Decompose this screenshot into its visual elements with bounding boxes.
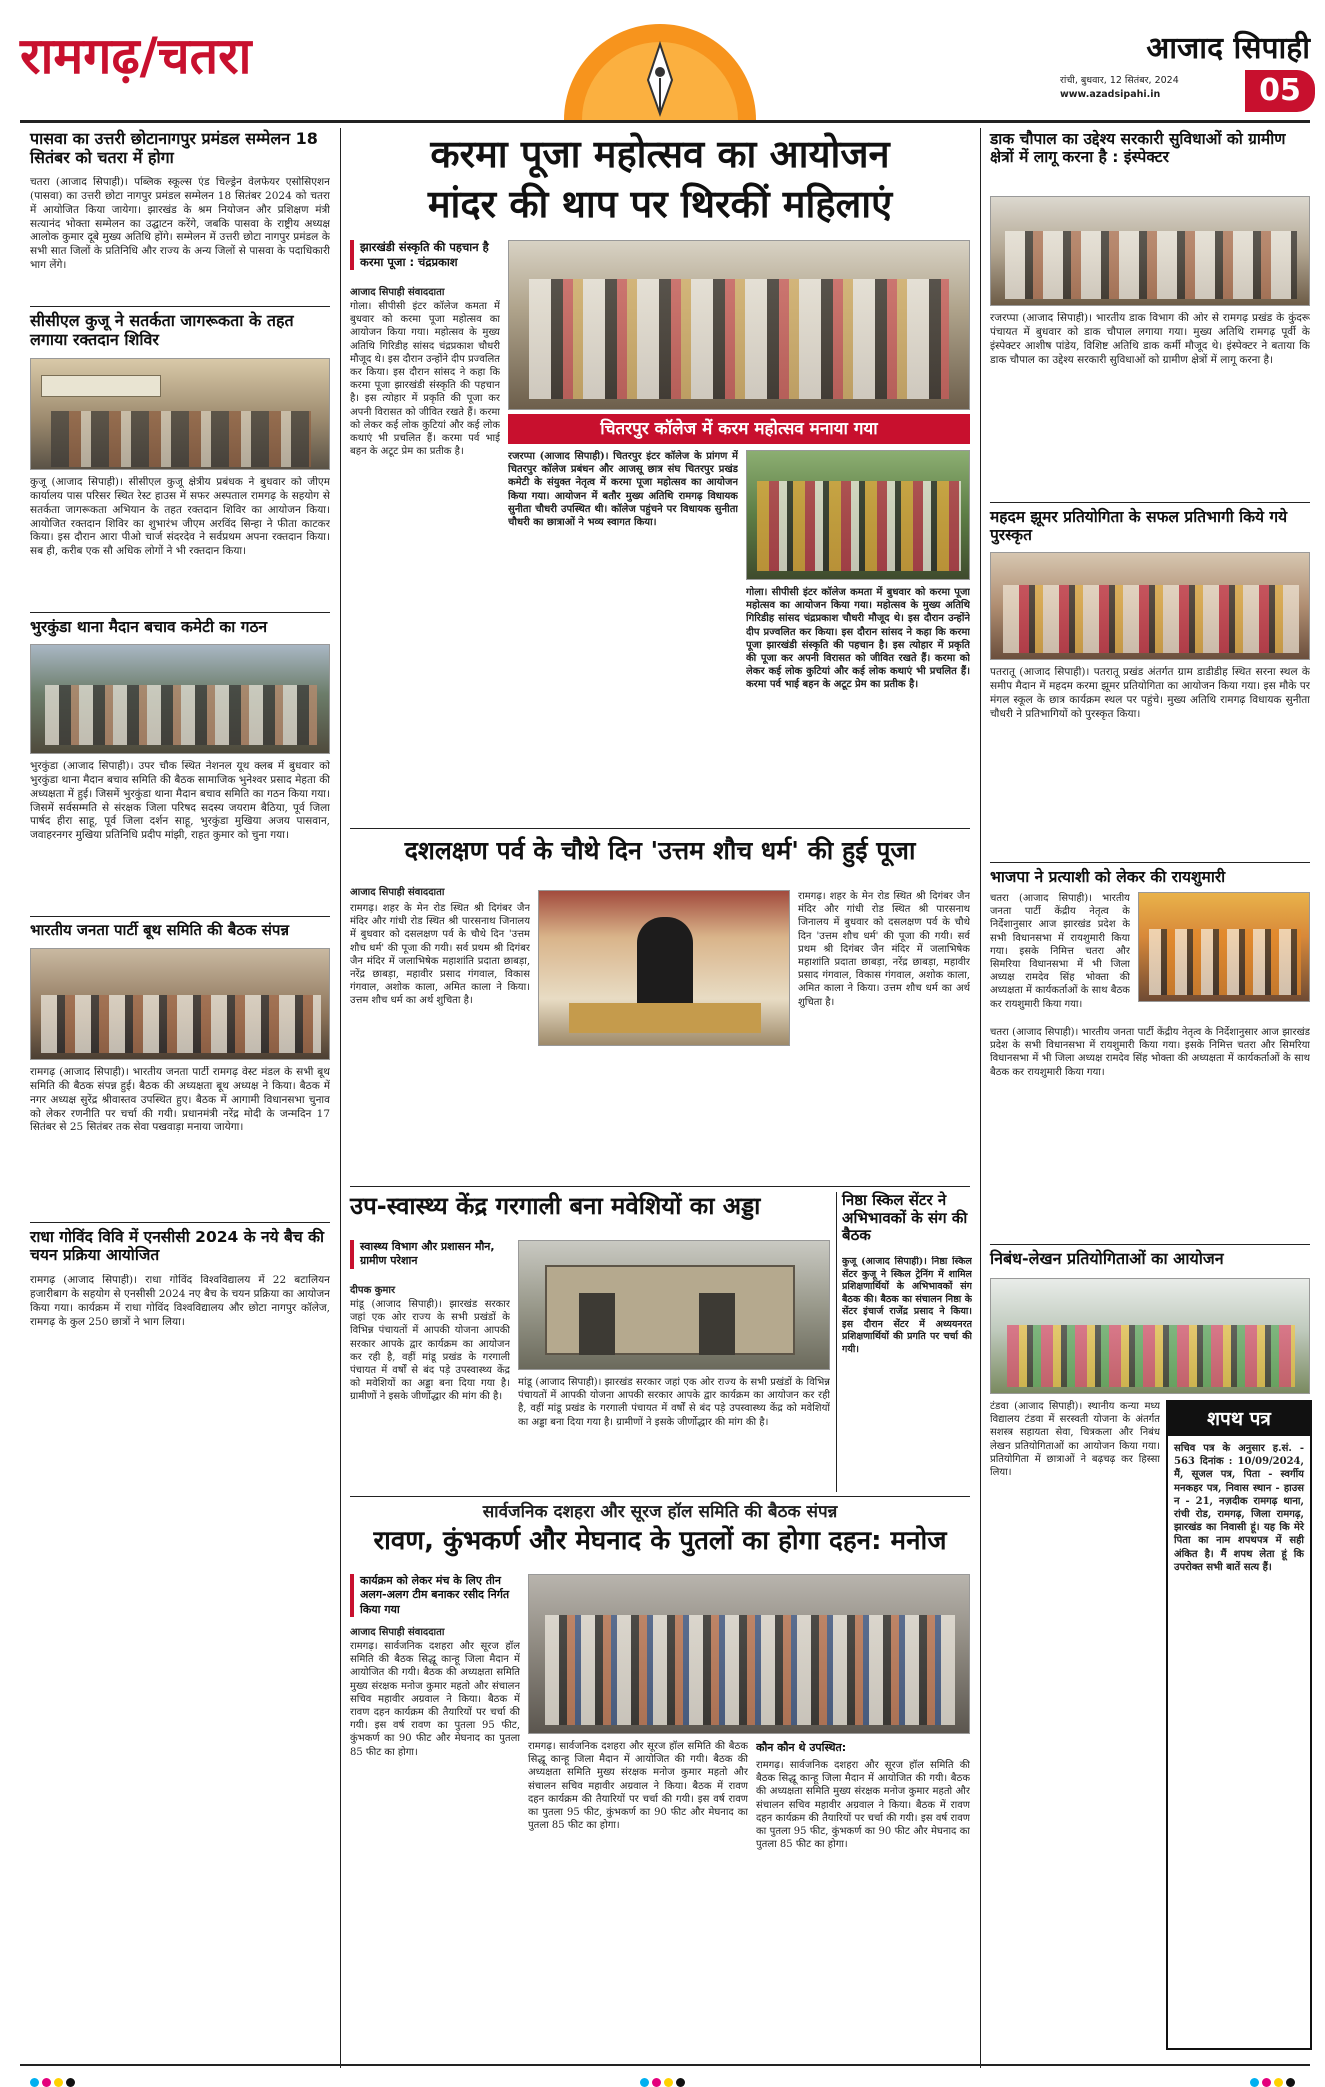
upswasthya-body-2-text: मांडू (आजाद सिपाही)। झारखंड सरकार जहां एक ओर राज्य के सभी प्रखंडों के विभिन्न पंचायतों में आपकी योजना आपकी सरकार आपके द्वार कार्यक्रम का आयोजन कर रही है, वहीं मांडू प्रखंड के गरगाली पंचायत में वर्षों से बंद पड़े उपस्वास्थ्य केंद्र को मवेशियों का अड्डा बना दिया गया है। ग्रामीणों ने इसके जीर्णोद्धार की मांग की है। bbox=[518, 1377, 830, 1428]
page-number-text: 05 bbox=[1259, 73, 1301, 108]
ccl-photo bbox=[30, 358, 330, 470]
color-dot-yellow bbox=[664, 2078, 673, 2087]
dak-body: रजरप्पा (आजाद सिपाही)। भारतीय डाक विभाग की ओर से रामगढ़ प्रखंड के कुंदरू पंचायत में बुधवार को डाक चौपाल लगाया गया। मुख्य अतिथि रामगढ़ पूर्वी के इंस्पेक्टर आशीष पांडेय, विशिष्ट अतिथि डाक कर्मी मौजूद थे। इंस्पेक्टर ने बताया कि डाक चौपाल का उद्देश्य सरकारी सुविधाओं को ग्रामीण क्षेत्रों में लागू करना है। bbox=[990, 312, 1310, 366]
chitarpur-body-cont bbox=[746, 586, 970, 740]
divider bbox=[350, 1496, 970, 1497]
radha-headline: राधा गोविंद विवि में एनसीसी 2024 के नये बैच की चयन प्रक्रिया आयोजित bbox=[30, 1228, 325, 1265]
nibandh-body: टंडवा (आजाद सिपाही)। स्थानीय कन्या मध्य विद्यालय टंडवा में सरस्वती योजना के अंतर्गत सशस्त्र सहायता सेवा, चित्रकला और निबंध लेखन प्रतियोगिताओं का आयोजन किया गया। प्रतियोगिता में छात्राओं ने बढ़चढ़ कर हिस्सा लिया। bbox=[990, 1401, 1160, 1478]
col-rule-right bbox=[980, 128, 981, 2068]
pasva-body: चतरा (आजाद सिपाही)। पब्लिक स्कूल्स एंड चिल्ड्रेन वेलफेयर एसोसिएशन (पासवा) का उत्तरी छोटा नागपुर प्रमंडल सम्मेलन 18 सितंबर 2024 को चतरा में आयोजित किया जायेगा। झारखंड के श्रम नियोजन और प्रशिक्षण मंत्री सत्यानंद भोक्ता सम्मेलन का उद्घाटन करेंगे, जबकि पासवा के राष्ट्रीय अध्यक्ष आलोक कुमार दूबे मुख्य अतिथि होंगे। सम्मेलन में उत्तरी छोटा नागपुर प्रमंडल के सभी सात जिलों के प्रतिनिधि और राज्य के अन्य जिलों से पासवा के पदाधिकारी भाग लेंगे। bbox=[30, 176, 330, 272]
color-dot-yellow bbox=[1274, 2078, 1283, 2087]
masthead-title: आजाद सिपाही bbox=[1146, 31, 1310, 66]
upswasthya-body: मांडू (आजाद सिपाही)। झारखंड सरकार जहां एक ओर राज्य के सभी प्रखंडों के विभिन्न पंचायतों में आपकी योजना आपकी सरकार आपके द्वार कार्यक्रम का आयोजन कर रही है, वहीं मांडू प्रखंड के गरगाली पंचायत में वर्षों से बंद पड़े उपस्वास्थ्य केंद्र को मवेशियों का अड्डा बना दिया गया है। ग्रामीणों ने इसके जीर्णोद्धार की मांग की है। bbox=[350, 1299, 510, 1403]
divider bbox=[836, 1192, 837, 1492]
color-dot-yellow bbox=[54, 2078, 63, 2087]
nibandh-photo bbox=[990, 1278, 1310, 1394]
bjp-booth-body: रामगढ़ (आजाद सिपाही)। भारतीय जनता पार्टी रामगढ़ वेस्ट मंडल के सभी बूथ समिति की बैठक संपन्न हुई। बैठक की अध्यक्षता बूथ अध्यक्ष ने किया। बैठक में नगर अध्यक्ष सुरेंद्र श्रीवास्तव उपस्थित हुए। बैठक में आगामी विधानसभा चुनाव को लेकर रणनीति पर चर्चा की गयी। प्रधानमंत्री नरेंद्र मोदी के जन्मदिन 17 सितंबर से 25 सितंबर तक सेवा पखवाड़ा मनाया जायेगा। bbox=[30, 1066, 330, 1134]
bhajpa-photo bbox=[1138, 892, 1310, 1002]
footer-rule bbox=[20, 2064, 1310, 2066]
notice-box bbox=[1166, 1400, 1312, 2050]
karma-subhead bbox=[350, 240, 500, 270]
color-dot-black bbox=[66, 2078, 75, 2087]
bhajpa-headline: भाजपा ने प्रत्याशी को लेकर की रायशुमारी bbox=[990, 868, 1226, 886]
divider bbox=[30, 916, 330, 917]
upswasthya-subhead-text: स्वास्थ्य विभाग और प्रशासन मौन, ग्रामीण परेशान bbox=[360, 1240, 495, 1268]
bhurkunda-headline: भुरकुंडा थाना मैदान बचाव कमेटी का गठन bbox=[30, 618, 268, 636]
chitarpur-banner-text: चितरपुर कॉलेज में करम महोत्सव मनाया गया bbox=[600, 419, 878, 439]
nishtha-body: कुजू (आजाद सिपाही)। निष्ठा स्किल सेंटर कुजू ने स्किल ट्रेनिंग में शामिल प्रशिक्षणार्थियों के अभिभावकों संग बैठक की। बैठक का संचालन निष्ठा के सेंटर इंचार्ज राजेंद्र प्रसाद ने किया। इस दौरान सेंटर में अध्ययनरत प्रशिक्षणार्थियों की प्रगति पर चर्चा की गयी। bbox=[842, 1256, 972, 1355]
website-text: www.azadsipahi.in bbox=[1060, 89, 1161, 100]
ravan-body-2 bbox=[528, 1740, 748, 2060]
ravan-sidebar-text: रामगढ़। सार्वजनिक दशहरा और सूरज हॉल समिति की बैठक सिद्धू कान्हू जिला मैदान में आयोजित की गयी। बैठक की अध्यक्षता समिति मुख्य संरक्षक मनोज कुमार महतो और संचालन सचिव महावीर अग्रवाल ने किया। बैठक में रावण दहन कार्यक्रम की तैयारियों पर चर्चा की गयी। इस वर्ष रावण का पुतला 95 फीट, कुंभकर्ण का 90 फीट और मेघनाद का पुतला 85 फीट का होगा। bbox=[756, 1760, 970, 1851]
karma-body: गोला। सीपीसी इंटर कॉलेज कमता में बुधवार को करमा पूजा महोत्सव का आयोजन किया गया। महोत्सव के मुख्य अतिथि गिरिडीह सांसद चंद्रप्रकाश चौधरी मौजूद थे। इस दौरान उन्होंने दीप प्रज्वलित कर किया। इस दौरान सांसद ने कहा कि करमा पूजा झारखंडी संस्कृति की पहचान है। इस त्योहार में प्रकृति की पूजा कर अपनी विरासत को जीवित रखते हैं। करमा को लेकर कई लोक कुटियां और कई लोक कथाएं भी प्रचलित हैं। करमा पर्व भाई बहन के अटूट प्रेम का प्रतीक है। bbox=[350, 301, 500, 458]
dashlakshan-body-2-text: रामगढ़। शहर के मेन रोड स्थित श्री दिगंबर जैन मंदिर और गांधी रोड स्थित श्री पारसनाथ जिनालय में बुधवार को दसलक्षण पर्व के चौथे दिन 'उत्तम शौच धर्म' की पूजा की गयी। सर्व प्रथम श्री दिगंबर जैन मंदिर में जलाभिषेक महाशांति प्रदाता छाबड़ा, नरेंद्र छाबड़ा, महावीर प्रसाद गंगवाल, विकास गंगवाल, अशोक काला, अमित काला ने किया। उत्तम शौच धर्म का अर्थ शुचिता है। bbox=[798, 891, 970, 1008]
divider bbox=[990, 862, 1310, 863]
ravan-sidebar bbox=[756, 1740, 970, 2060]
section-title-text: रामगढ़/चतरा bbox=[20, 27, 252, 85]
page-number bbox=[1245, 70, 1315, 112]
karma-headline-1: करमा पूजा महोत्सव का आयोजन bbox=[430, 132, 890, 176]
ravan-subhead-text: कार्यक्रम को लेकर मंच के लिए तीन अलग-अलग टीम बनाकर रसीद निर्गत किया गया bbox=[360, 1574, 510, 1616]
dak-headline: डाक चौपाल का उद्देश्य सरकारी सुविधाओं को ग्रामीण क्षेत्रों में लागू करना है : इंस्पेक्टर bbox=[990, 130, 1286, 167]
ccl-headline: सीसीएल कुजू ने सतर्कता जागरूकता के तहत लगाया रक्तदान शिविर bbox=[30, 311, 294, 349]
karma-photo bbox=[508, 240, 970, 410]
bhajpa-body: चतरा (आजाद सिपाही)। भारतीय जनता पार्टी केंद्रीय नेतृत्व के निर्देशानुसार आज झारखंड प्रदेश के सभी विधानसभा में रायशुमारी किया गया। इसके निमित्त चतरा और सिमरिया विधानसभा में भी जिला अध्यक्ष रामदेव सिंह भोक्ता की अध्यक्षता में कार्यकर्ताओं के साथ बैठक कर रायशुमारी किया गया। bbox=[990, 893, 1130, 1010]
chitarpur-banner bbox=[508, 414, 970, 444]
dateline-text: रांची, बुधवार, 12 सितंबर, 2024 bbox=[1060, 75, 1179, 86]
bhajpa-body-2-text: चतरा (आजाद सिपाही)। भारतीय जनता पार्टी केंद्रीय नेतृत्व के निर्देशानुसार आज झारखंड प्रदेश के सभी विधानसभा में रायशुमारी किया गया। इसके निमित्त चतरा और सिमरिया विधानसभा में भी जिला अध्यक्ष रामदेव सिंह भोक्ता की अध्यक्षता में कार्यकर्ताओं के साथ बैठक कर रायशुमारी किया गया। bbox=[990, 1027, 1310, 1078]
divider bbox=[990, 502, 1310, 503]
divider bbox=[990, 1244, 1310, 1245]
color-dot-cyan bbox=[640, 2078, 649, 2087]
ravan-subhead bbox=[350, 1574, 520, 1617]
chitarpur-photo bbox=[746, 450, 970, 580]
color-dot-magenta bbox=[652, 2078, 661, 2087]
upswasthya-byline: दीपक कुमार bbox=[350, 1285, 396, 1296]
color-dot-cyan bbox=[1250, 2078, 1259, 2087]
ccl-body: कुजू (आजाद सिपाही)। सीसीएल कुजू क्षेत्रीय प्रबंधक ने बुधवार को जीएम कार्यालय पास परिसर स्थित रेस्ट हाउस में सफर अस्पताल रामगढ़ के सहयोग से सतर्कता जागरूकता अभियान के तहत रक्तदान शिविर का आयोजन किया। आयोजित रक्तदान शिविर का शुभारंभ जीएम अरविंद सिन्हा ने फीता काटकर किया। इस दौरान आरा पीओ चार्ज संदरदेव ने सर्वप्रथम अपना रक्तदान किया। सब ही, करीब एक सौ अधिक लोगों ने भी रक्तदान किया। bbox=[30, 476, 330, 558]
karma-subhead-text: झारखंडी संस्कृति की पहचान है करमा पूजा : चंद्रप्रकाश bbox=[360, 240, 489, 269]
ravan-headline: रावण, कुंभकर्ण और मेघनाद के पुतलों का होगा दहन: मनोज bbox=[373, 1526, 947, 1556]
nishtha-headline: निष्ठा स्किल सेंटर ने अभिभावकों के संग की बैठक bbox=[842, 1191, 968, 1245]
ravan-sidebar-title: कौन कौन थे उपस्थित: bbox=[756, 1741, 847, 1754]
ravan-body: रामगढ़। सार्वजनिक दशहरा और सूरज हॉल समिति की बैठक सिद्धू कान्हू जिला मैदान में आयोजित की गयी। बैठक की अध्यक्षता समिति मुख्य संरक्षक मनोज कुमार महतो और संचालन सचिव महावीर अग्रवाल ने किया। बैठक में रावण दहन कार्यक्रम की तैयारियों पर चर्चा की गयी। इस वर्ष रावण का पुतला 95 फीट, कुंभकर्ण का 90 फीट और मेघनाद का पुतला 85 फीट का होगा। bbox=[350, 1641, 520, 1758]
bjp-booth-headline: भारतीय जनता पार्टी बूथ समिति की बैठक संपन्न bbox=[30, 921, 289, 939]
divider bbox=[30, 1222, 330, 1223]
mahadam-photo bbox=[990, 552, 1310, 660]
bhajpa-body-2 bbox=[990, 1026, 1310, 1238]
col-rule-left bbox=[340, 128, 341, 2068]
divider bbox=[350, 1186, 970, 1187]
color-dot-magenta bbox=[1262, 2078, 1271, 2087]
header-rule bbox=[20, 120, 1310, 123]
upswasthya-subhead bbox=[350, 1240, 510, 1269]
color-dot-magenta bbox=[42, 2078, 51, 2087]
section-title bbox=[20, 8, 440, 104]
footer-color-dots-left bbox=[30, 2072, 78, 2082]
divider bbox=[30, 306, 330, 307]
notice-title-bar bbox=[1168, 1402, 1310, 1436]
dashlakshan-headline: दशलक्षण पर्व के चौथे दिन 'उत्तम शौच धर्म' की हुई पूजा bbox=[404, 836, 916, 865]
karma-headline-2: मांदर की थाप पर थिरकीं महिलाएं bbox=[427, 182, 893, 226]
color-dot-cyan bbox=[30, 2078, 39, 2087]
dashlakshan-body: रामगढ़। शहर के मेन रोड स्थित श्री दिगंबर जैन मंदिर और गांधी रोड स्थित श्री पारसनाथ जिनालय में बुधवार को दसलक्षण पर्व के चौथे दिन 'उत्तम शौच धर्म' की पूजा की गयी। सर्व प्रथम श्री दिगंबर जैन मंदिर में जलाभिषेक महाशांति प्रदाता छाबड़ा, नरेंद्र छाबड़ा, महावीर प्रसाद गंगवाल, विकास गंगवाल, अशोक काला, अमित काला ने किया। उत्तम शौच धर्म का अर्थ शुचिता है। bbox=[350, 903, 530, 1007]
footer-color-dots-center bbox=[640, 2072, 688, 2082]
upswasthya-body-2 bbox=[518, 1376, 830, 1488]
ravan-body-2-text: रामगढ़। सार्वजनिक दशहरा और सूरज हॉल समिति की बैठक सिद्धू कान्हू जिला मैदान में आयोजित की गयी। बैठक की अध्यक्षता समिति मुख्य संरक्षक मनोज कुमार महतो और संचालन सचिव महावीर अग्रवाल ने किया। बैठक में रावण दहन कार्यक्रम की तैयारियों पर चर्चा की गयी। इस वर्ष रावण का पुतला 95 फीट, कुंभकर्ण का 90 फीट और मेघनाद का पुतला 85 फीट का होगा। bbox=[528, 1741, 748, 1832]
ravan-photo bbox=[528, 1574, 970, 1734]
notice-body: सचिव पत्र के अनुसार ह.सं. - 563 दिनांक : 10/09/2024, मैं, सूजल पत्र, पिता - स्वर्गीय मनकहर पत्र, निवास स्थान - हाउस न - 21, नज़दीक रामगढ़ थाना, रांची रोड, रामगढ़, जिला रामगढ़, झारखंड का निवासी हूं। यह कि मेरे पिता का नाम शपथपत्र में सही अंकित है। मैं शपथ लेता हूं कि उपरोक्त सभी बातें सत्य हैं। bbox=[1174, 1443, 1304, 1573]
masthead-emblem bbox=[540, 10, 780, 120]
bhurkunda-body: भुरकुंडा (आजाद सिपाही)। उपर चौक स्थित नेशनल यूथ क्लब में बुधवार को भुरकुंडा थाना मैदान बचाव समिति की बैठक सामाजिक भुनेश्वर प्रसाद मेहता की अध्यक्षता में हुई। जिसमें भुरकुंडा थाना मैदान बचाव समिति का गठन किया गया। जिसमें सर्वसम्मति से संरक्षक जिला परिषद सदस्य जयराम बैठिया, पूर्व जिला पार्षद हीरा साहू, पूर्व जिला दर्शन साहू, भुरकुंडा मुखिया अजय पासवान, जवाहरनगर मुखिया प्रतिनिधि प्रदीप मांझी, राहत कुमार को चुना गया। bbox=[30, 760, 330, 842]
karma-byline: आजाद सिपाही संवाददाता bbox=[350, 287, 445, 298]
color-dot-black bbox=[1286, 2078, 1295, 2087]
dateline bbox=[1060, 74, 1250, 102]
divider bbox=[350, 828, 970, 829]
chitarpur-body: रजरप्पा (आजाद सिपाही)। चितरपुर इंटर कॉलेज के प्रांगण में चितरपुर कॉलेज प्रबंधन और आजसू छात्र संघ चितरपुर प्रखंड कमेटी के संयुक्त नेतृत्व में करमा पूजा महोत्सव का आयोजन किया गया। आयोजन में बतौर मुख्य अतिथि रामगढ़ विधायक सुनीता चौधरी उपस्थित थी। कॉलेज पहुंचने पर विधायक सुनीता चौधरी का छात्राओं ने भव्य स्वागत किया। bbox=[508, 451, 738, 528]
masthead bbox=[1070, 26, 1310, 66]
dashlakshan-body-2 bbox=[798, 890, 970, 1182]
radha-body: रामगढ़ (आजाद सिपाही)। राधा गोविंद विश्वविद्यालय में 22 बटालियन हजारीबाग के सहयोग से एनसीसी 2024 नए बैच के चयन प्रक्रिया का आयोजन किया गया। कार्यक्रम में राधा गोविंद विश्वविद्यालय और छोटा नागपुर कॉलेज, रामगढ़ के कुल 250 छात्रों ने भाग लिया। bbox=[30, 1274, 330, 1328]
health-photo bbox=[518, 1240, 830, 1370]
color-dot-black bbox=[676, 2078, 685, 2087]
divider bbox=[30, 612, 330, 613]
dak-photo bbox=[990, 196, 1310, 306]
jain-photo bbox=[538, 890, 790, 1046]
ravan-byline: आजाद सिपाही संवाददाता bbox=[350, 1627, 445, 1638]
notice-title: शपथ पत्र bbox=[1207, 1408, 1271, 1430]
ravan-kicker: सार्वजनिक दशहरा और सूरज हॉल समिति की बैठक संपन्न bbox=[482, 1502, 838, 1522]
dashlakshan-byline: आजाद सिपाही संवाददाता bbox=[350, 887, 445, 898]
upswasthya-headline: उप-स्वास्थ्य केंद्र गरगाली बना मवेशियों का अड्डा bbox=[350, 1192, 761, 1220]
mahadam-headline: महदम झूमर प्रतियोगिता के सफल प्रतिभागी किये गये पुरस्कृत bbox=[990, 508, 1288, 545]
nibandh-headline: निबंध-लेखन प्रतियोगिताओं का आयोजन bbox=[990, 1249, 1224, 1268]
pasva-headline: पासवा का उत्तरी छोटानागपुर प्रमंडल सम्मेलन 18 सितंबर को चतरा में होगा bbox=[30, 129, 318, 167]
bhurkunda-photo bbox=[30, 644, 330, 754]
chitarpur-body-cont-text: गोला। सीपीसी इंटर कॉलेज कमता में बुधवार को करमा पूजा महोत्सव का आयोजन किया गया। महोत्सव के मुख्य अतिथि गिरिडीह सांसद चंद्रप्रकाश चौधरी मौजूद थे। इस दौरान उन्होंने दीप प्रज्वलित कर किया। इस दौरान सांसद ने कहा कि करमा पूजा झारखंडी संस्कृति की पहचान है। इस त्योहार में प्रकृति की पूजा कर अपनी विरासत को जीवित रखते हैं। करमा को लेकर कई लोक कुटियां और कई लोक कथाएं भी प्रचलित हैं। करमा पर्व भाई बहन के अटूट प्रेम का प्रतीक है। bbox=[746, 587, 970, 691]
footer-color-dots-right bbox=[1250, 2072, 1298, 2082]
mahadam-body: पतरातू (आजाद सिपाही)। पतरातू प्रखंड अंतर्गत ग्राम डाडीडीह स्थित सरना स्थल के समीप मैदान में महदम करमा झूमर प्रतियोगिता का आयोजन किया गया। इस मौके पर मंगल स्कूल के छात्र कार्यक्रम स्थल पर पहुंचे। मुख्य अतिथि रामगढ़ विधायक सुनीता चौधरी ने प्रतिभागियों को पुरस्कृत किया। bbox=[990, 666, 1310, 720]
bjp-photo bbox=[30, 948, 330, 1060]
